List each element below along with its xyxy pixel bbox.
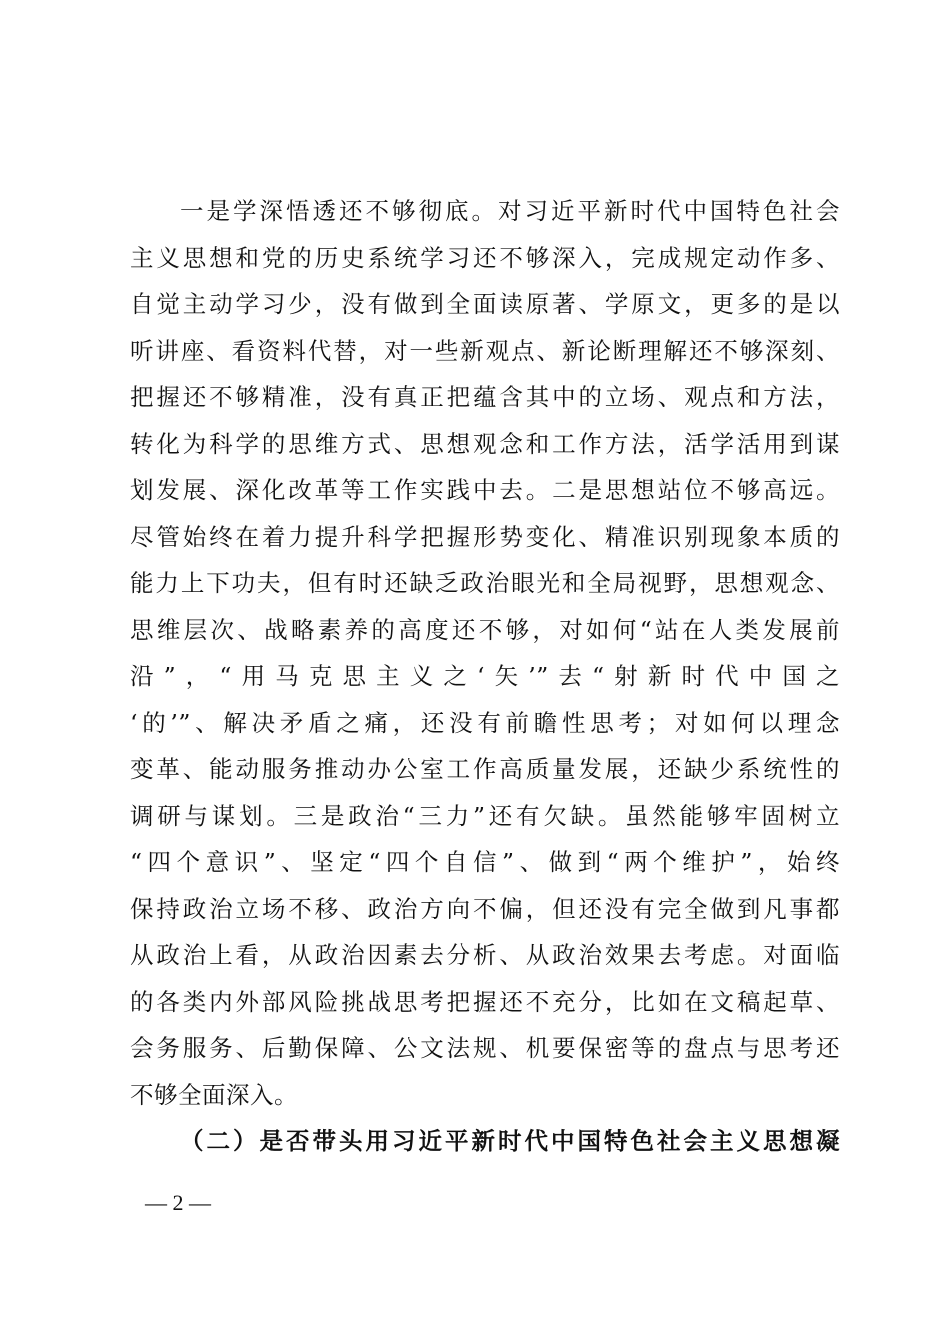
paragraph-line: 调研与谋划。三是政治“三力”还有欠缺。虽然能够牢固树立 — [130, 801, 840, 830]
paragraph-line: 尽管始终在着力提升科学把握形势变化、精准识别现象本质的 — [130, 522, 840, 551]
page-number: — 2 — — [145, 1190, 211, 1215]
section-heading: （二）是否带头用习近平新时代中国特色社会主义思想凝 — [180, 1127, 840, 1155]
body-text — [130, 188, 840, 1165]
paragraph-line: 转化为科学的思维方式、思想观念和工作方法，活学活用到谋 — [130, 429, 840, 458]
paragraph-line: 的各类内外部风险挑战思考把握还不充分，比如在文稿起草、 — [130, 987, 840, 1016]
paragraph-line: 听讲座、看资料代替，对一些新观点、新论断理解还不够深刻、 — [130, 336, 840, 365]
paragraph-line: 一是学深悟透还不够彻底。对习近平新时代中国特色社会 — [180, 197, 840, 225]
paragraph-line: 思维层次、战略素养的高度还不够，对如何“站在人类发展前 — [130, 615, 840, 644]
paragraph-line: 能力上下功夫，但有时还缺乏政治眼光和全局视野，思想观念、 — [130, 569, 840, 597]
paragraph-line: ‘的’”、解决矛盾之痛，还没有前瞻性思考；对如何以理念 — [130, 708, 840, 737]
paragraph-line: 保持政治立场不移、政治方向不偏，但还没有完全做到凡事都 — [130, 894, 840, 923]
paragraph-line: 自觉主动学习少，没有做到全面读原著、学原文，更多的是以 — [130, 290, 840, 318]
paragraph-line: 沿”，“用马克思主义之‘矢’”去“射新时代中国之 — [130, 662, 840, 690]
paragraph-line: 不够全面深入。 — [130, 1080, 298, 1109]
paragraph-line: 从政治上看，从政治因素去分析、从政治效果去考虑。对面临 — [130, 941, 840, 969]
paragraph-line: 变革、能动服务推动办公室工作高质量发展，还缺少系统性的 — [130, 755, 840, 783]
paragraph-line: 主义思想和党的历史系统学习还不够深入，完成规定动作多、 — [130, 243, 840, 272]
paragraph-line: “四个意识”、坚定“四个自信”、做到“两个维护”，始终 — [130, 848, 840, 876]
paragraph-line: 划发展、深化改革等工作实践中去。二是思想站位不够高远。 — [130, 476, 840, 504]
paragraph-line: 把握还不够精准，没有真正把蕴含其中的立场、观点和方法， — [130, 383, 840, 411]
paragraph-line: 会务服务、后勤保障、公文法规、机要保密等的盘点与思考还 — [130, 1034, 840, 1062]
